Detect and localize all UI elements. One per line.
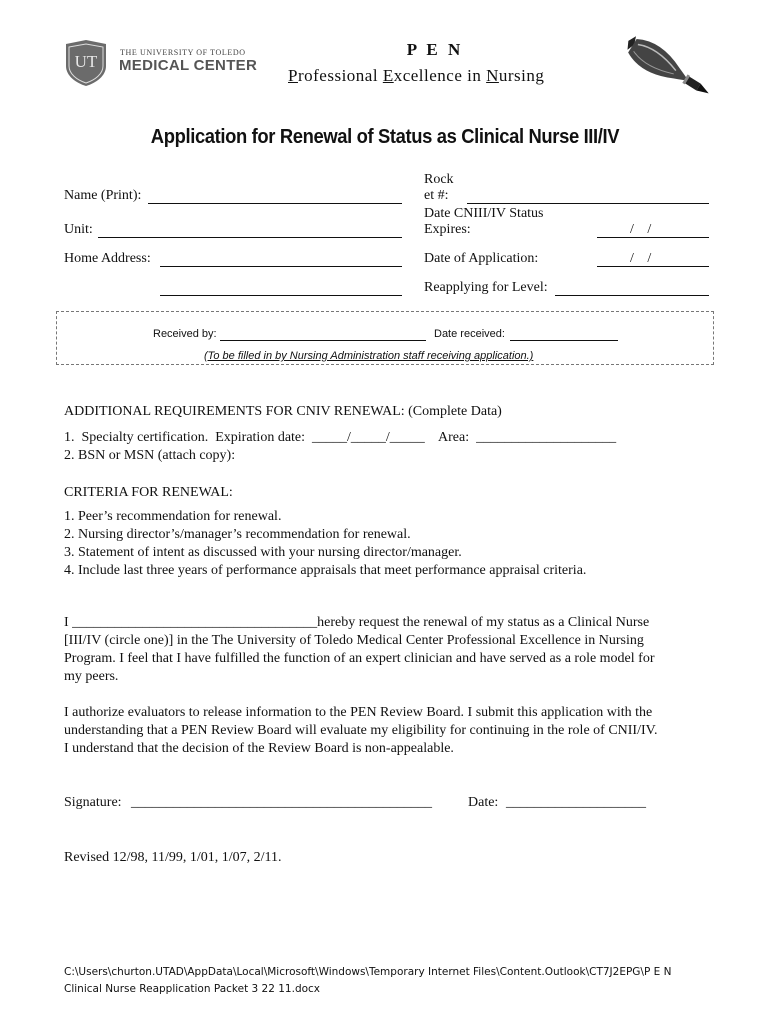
pen-subtitle-n: N [486, 66, 499, 85]
criteria-item-2: 2. Nursing director’s/manager’s recommendation for renewal. [64, 527, 411, 542]
pen-title: P E N [406, 40, 464, 59]
home-address-field-2[interactable] [160, 295, 402, 296]
pen-subtitle [288, 66, 544, 86]
name-label: Name (Print): [64, 188, 142, 203]
date-label: Date: [468, 795, 499, 810]
reapplying-level-field[interactable] [555, 295, 709, 296]
university-name: THE UNIVERSITY OF TOLEDO [120, 48, 246, 57]
unit-field[interactable] [98, 237, 402, 238]
authorize-line-2: understanding that a PEN Review Board will evaluate my eligibility for continuing in the role of CNII/IV. [64, 723, 658, 738]
pen-subtitle-xcellence: xcellence in [393, 66, 487, 85]
status-expires-slashes: / / [630, 222, 652, 237]
date-received-label: Date received: [434, 328, 505, 340]
footer-file-path: C:\Users\churton.UTAD\AppData\Local\Microsoft\Windows\Temporary Internet Files\Content.Outlook\CT7J2EPG\P E N [64, 966, 672, 978]
pen-subtitle-ursing: ursing [498, 66, 545, 85]
signature-label: Signature: [64, 795, 122, 810]
date-application-field[interactable] [597, 266, 709, 267]
home-address-label: Home Address: [64, 251, 151, 266]
criteria-heading: CRITERIA FOR RENEWAL: [64, 485, 233, 500]
statement-line-1: I ___________________________________hereby request the renewal of my status as a Clinical Nurse [64, 615, 650, 630]
status-expires-field[interactable] [597, 237, 709, 238]
statement-line-2: [III/IV (circle one)] in the The University of Toledo Medical Center Professional Excellence in Nursing [64, 633, 644, 648]
date-application-slashes: / / [630, 251, 652, 266]
fountain-pen-icon [618, 36, 718, 100]
name-field[interactable] [148, 203, 402, 204]
additional-item-2: 2. BSN or MSN (attach copy): [64, 448, 236, 463]
criteria-item-3: 3. Statement of intent as discussed with your nursing director/manager. [64, 545, 462, 560]
date-field[interactable]: ____________________ [506, 795, 646, 810]
home-address-field-1[interactable] [160, 266, 402, 267]
medical-center-name: MEDICAL CENTER [119, 57, 258, 74]
status-label-line2: Expires: [424, 222, 471, 237]
date-application-label: Date of Application: [424, 251, 539, 266]
revised-note: Revised 12/98, 11/99, 1/01, 1/07, 2/11. [64, 850, 282, 865]
rocket-number-field[interactable] [467, 203, 709, 204]
pen-subtitle-p: P [288, 66, 298, 85]
statement-line-4: my peers. [64, 669, 119, 684]
criteria-item-1: 1. Peer’s recommendation for renewal. [64, 509, 282, 524]
rocket-label-line1: Rock [424, 172, 454, 187]
received-by-field[interactable] [220, 340, 426, 341]
status-label-line1: Date CNIII/IV Status [424, 206, 544, 221]
logo-letters: UT [74, 52, 98, 71]
received-by-label: Received by: [153, 328, 217, 340]
criteria-item-4: 4. Include last three years of performance appraisals that meet performance appraisal criteria. [64, 563, 587, 578]
admin-note: (To be filled in by Nursing Administration staff receiving application.) [204, 350, 534, 362]
statement-line-3: Program. I feel that I have fulfilled the function of an expert clinician and have served as a role model for [64, 651, 655, 666]
additional-item-1: 1. Specialty certification. Expiration date: _____/_____/_____ Area: ____________________ [64, 430, 617, 445]
signature-field[interactable]: ___________________________________________ [131, 795, 432, 810]
authorize-line-3: I understand that the decision of the Review Board is non-appealable. [64, 741, 454, 756]
footer-file-name: Clinical Nurse Reapplication Packet 3 22 11.docx [64, 983, 321, 995]
authorize-line-1: I authorize evaluators to release information to the PEN Review Board. I submit this application with the [64, 705, 653, 720]
pen-subtitle-e: E [382, 66, 394, 85]
reapplying-label: Reapplying for Level: [424, 280, 548, 295]
pen-subtitle-rofessional: rofessional [297, 66, 383, 85]
page-title: Application for Renewal of Status as Clinical Nurse III/IV [150, 126, 620, 148]
rocket-label-line2: et #: [424, 188, 449, 203]
unit-label: Unit: [64, 222, 93, 237]
date-received-field[interactable] [510, 340, 618, 341]
additional-heading: ADDITIONAL REQUIREMENTS FOR CNIV RENEWAL: (Complete Data) [64, 404, 502, 419]
